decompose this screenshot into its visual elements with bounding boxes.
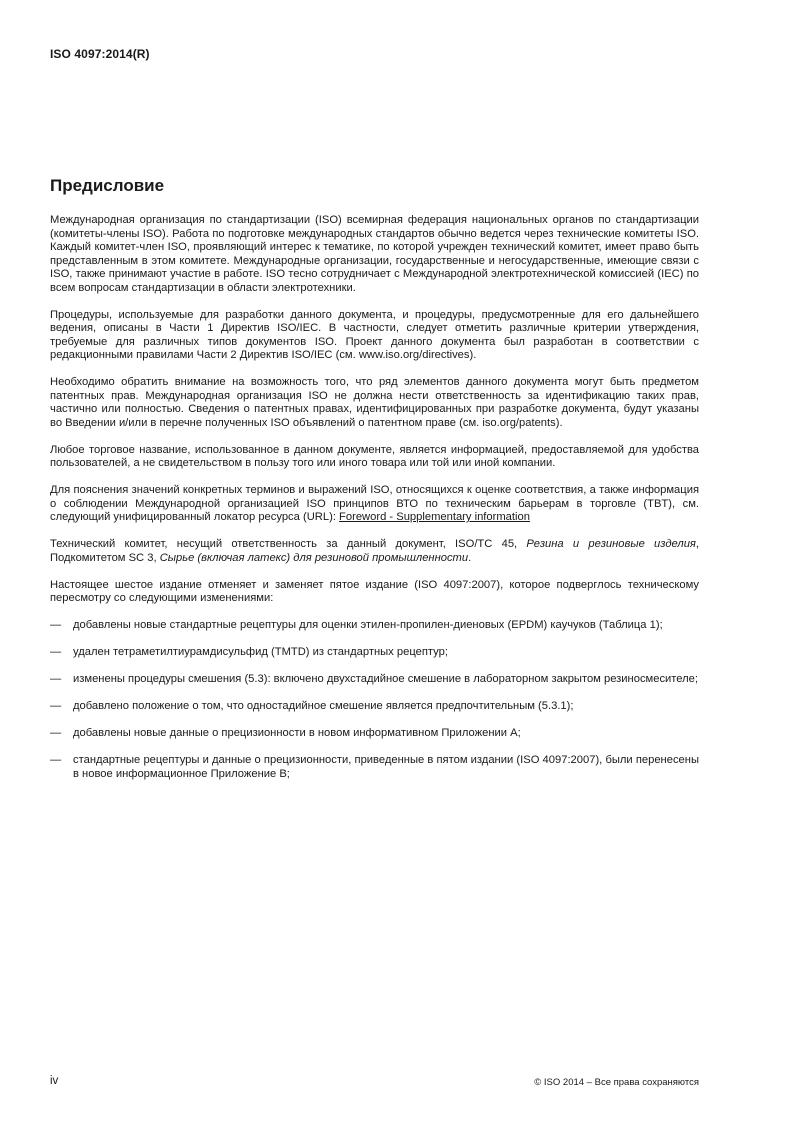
paragraph-patents: Необходимо обратить внимание на возможность того, что ряд элементов данного документа могут быть предметом патентных прав. Международная организация ISO не должна нести ответственность за идентификацию таких прав, частично или полностью. Сведения о патентных правах, идентифицированных при разработке документа, будут указаны во Введении и/или в перечне полученных ISO объявлений о патентном праве (см. iso.org/patents). xyxy=(50,376,699,429)
dash-bullet: — xyxy=(50,727,62,739)
dash-bullet: — xyxy=(50,619,62,631)
list-item: — добавлено положение о том, что одностадийное смешение является предпочтительным (5.3.1); xyxy=(50,700,574,712)
page-number: iv xyxy=(50,1075,59,1087)
foreword-body xyxy=(50,214,699,795)
list-item: — добавлены новые стандартные рецептуры для оценки этилен-пропилен-диеновых (EPDM) каучуков (Таблица 1); xyxy=(50,619,663,631)
list-item: — добавлены новые данные о прецизионности в новом информативном Приложении А; xyxy=(50,727,521,739)
document-id: ISO 4097:2014(R) xyxy=(50,47,150,61)
paragraph-iso-intro: Международная организация по стандартизации (ISO) всемирная федерация национальных органов по стандартизации (комитеты-члены ISO). Работа по подготовке международных стандартов обычно ведется через технические комитеты ISO. Каждый комитет-член ISO, проявляющий интерес к тематике, по которой учрежден технический комитет, имеет право быть представленным в этом комитете. Международные организации, государственные и негосударственные, имеющие связи с ISO, также принимают участие в работе. ISO тесно сотрудничает с Международной электротехнической комиссией (IEC) по всем вопросам стандартизации в области электротехники. xyxy=(50,214,699,294)
page-title: Предисловие xyxy=(50,176,165,195)
paragraph-committee xyxy=(50,538,699,565)
conformity-text: Для пояснения значений конкретных терминов и выражений ISO, относящихся к оценке соответствия, а также информация о соблюдении Международной организацией ISO принципов ВТО по техническим барьерам в торговле (TBT), см. следующий унифицированный локатор ресурса (URL): xyxy=(50,484,699,523)
copyright-notice: © ISO 2014 – Все права сохраняются xyxy=(534,1077,699,1088)
committee-title: Резина и резиновые изделия xyxy=(526,538,696,550)
committee-text-a: Технический комитет, несущий ответственность за данный документ, ISO/TC 45, xyxy=(50,538,527,550)
paragraph-procedures: Процедуры, используемые для разработки данного документа, и процедуры, предусмотренные для его дальнейшего ведения, описаны в Части 1 Директив ISO/IEC. В частности, следует отметить различные критерии утверждения, требуемые для различных типов документов ISO. Проект данного документа был разработан в соответствии с редакционными правилами Части 2 Директив ISO/IEC (см. www.iso.org/directives). xyxy=(50,308,699,361)
dash-bullet: — xyxy=(50,673,62,685)
foreword-supplementary-link[interactable]: Foreword - Supplementary information xyxy=(339,511,530,523)
paragraph-conformity xyxy=(50,484,699,525)
list-item: — стандартные рецептуры и данные о прецизионности, приведенные в пятом издании (ISO 4097:2007), были перенесены в новое информационное Приложение В; xyxy=(50,754,699,780)
committee-text-e: . xyxy=(468,551,472,564)
list-item: — изменены процедуры смешения (5.3): включено двухстадийное смешение в лабораторном закрытом резиносмесителе; xyxy=(50,673,699,685)
list-item: — удален тетраметилтиурамдисульфид (TMTD) из стандартных рецептур; xyxy=(50,646,448,658)
dash-bullet: — xyxy=(50,646,62,658)
changes-list xyxy=(50,619,699,781)
paragraph-trade-names: Любое торговое название, использованное в данном документе, является информацией, предоставляемой для удобства пользователей, а не свидетельством в пользу того или иного товара или той или иной компании. xyxy=(50,443,699,469)
committee-text-c: , Подкомитетом SC 3, xyxy=(50,538,700,564)
paragraph-edition: Настоящее шестое издание отменяет и заменяет пятое издание (ISO 4097:2007), которое подверглось техническому пересмотру со следующими изменениями: xyxy=(50,578,699,604)
dash-bullet: — xyxy=(50,700,62,712)
dash-bullet: — xyxy=(50,754,62,766)
subcommittee-title: Сырье (включая латекс) для резиновой промышленности xyxy=(159,551,469,564)
